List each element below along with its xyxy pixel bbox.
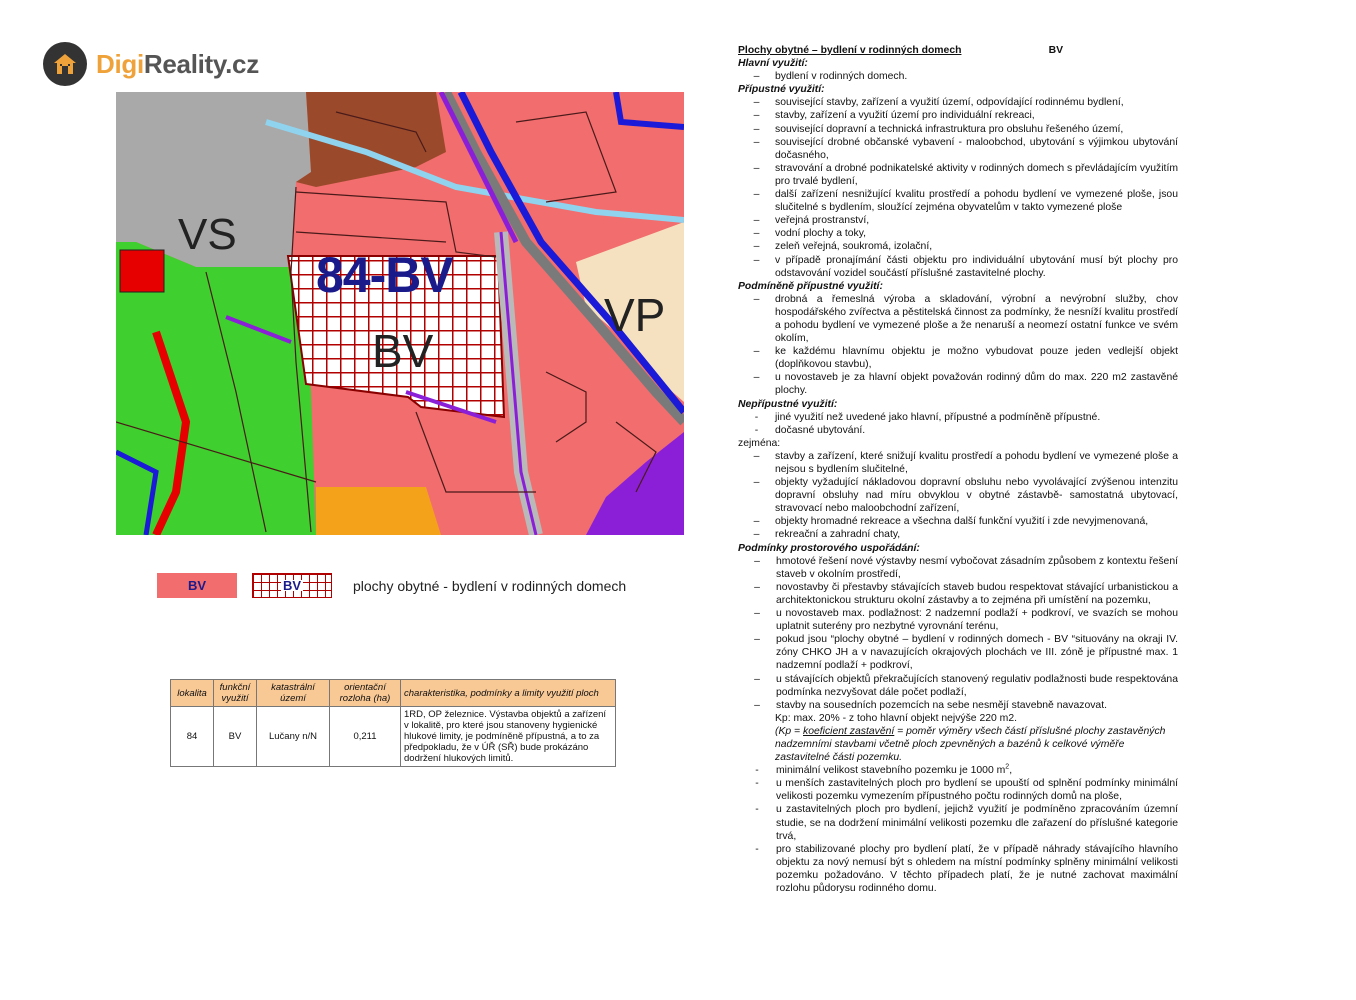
list-item: – u stávajících objektů překračujících stanovený regulativ podlažnosti bude respektována podmínka nezvyšovat dále počet podlaží, [754, 673, 1178, 698]
list-item: – rekreační a zahradní chaty, [738, 528, 1178, 541]
doc-code: BV [1048, 45, 1063, 56]
table-header-charakteristika: charakteristika, podmínky a limity využití ploch [401, 680, 616, 707]
list-item: – související dopravní a technická infrastruktura pro obsluhu řešeného území, [738, 123, 1178, 136]
list-item-text: u novostaveb max. podlažnost: 2 nadzemní podlaží + podkroví, ve svazích se mohou uplatnit suterény pro nezbytné vyrovnání terénu, [776, 608, 1178, 633]
legend-swatch-hatched-label: BV [282, 578, 302, 593]
cell-lokalita: 84 [171, 707, 214, 767]
list-item-text: stravování a drobné podnikatelské aktivity v rodinných domech s převládajícím využitím pro trvalé bydlení, [775, 162, 1178, 187]
legend-swatch-solid-label: BV [187, 578, 207, 593]
legend-swatch-solid [157, 573, 237, 598]
locality-table [170, 679, 616, 767]
list-item: – hmotové řešení nové výstavby nesmí vybočovat zásadním způsobem z kontextu řešení staveb v okolním prostředí, [754, 555, 1178, 580]
table-header-funkcni: funkční využití [214, 680, 257, 707]
doc-heading [738, 44, 1063, 57]
kp-definition-rest: = poměr výměry všech částí příslušné plochy zastavěných nadzemními stavbami včetně ploch zpevněných a bazénů k celkové výměře zastavitelné části pozemku. [775, 725, 1166, 764]
min-plot-size-end: , [1009, 765, 1013, 777]
list-item-text: stavby, zařízení a využití území pro individuální rekreaci, [775, 110, 1035, 122]
table-header-rozloha: orientační rozloha (ha) [330, 680, 401, 707]
kp-line: Kp: max. 20% - z toho hlavní objekt nejvýše 220 m2. [775, 712, 1017, 724]
section-title-podminene: Podmíněně přípustné využití: [738, 280, 883, 292]
list-item-text: související stavby, zařízení a využití území, odpovídající rodinnému bydlení, [775, 97, 1124, 109]
house-icon [43, 42, 87, 86]
cell-charakteristika: 1RD, OP železnice. Výstavba objektů a zařízení v lokalitě, pro které jsou stanoveny hygienické hlukové limity, je podmíněně přípustná, a to za předpokladu, že v ÚŘ (SŘ) bude prokázáno dodržení hlukových limitů. [401, 707, 616, 767]
list-item-text: pro stabilizované plochy pro bydlení platí, že v případě náhrady stávajícího hlavního objektu za nový nemusí být s ohledem na místní podmínky splněny minimální velikosti pozemku požadováno. V těchto případech platí, že je nutné zachovat maximální rozlohu půdorysu rodinného domu. [776, 843, 1178, 894]
kp-definition-term: koeficient zastavění [803, 725, 895, 737]
list-item: – stavby, zařízení a využití území pro individuální rekreaci, [738, 109, 1178, 122]
list-item-text: objekty hromadné rekreace a všechna další funkční využití i zde nevyjmenovaná, [775, 516, 1149, 528]
list-item-text: související drobné občanské vybavení - maloobchod, ubytování s výjimkou ubytování dočasného, [775, 136, 1178, 161]
cell-katastralni: Lučany n/N [257, 707, 330, 767]
list-item-text: zeleň veřejná, soukromá, izolační, [775, 241, 933, 253]
list-item: – stavby na sousedních pozemcích na sebe nesmějí stavebně navazovat. [738, 699, 1178, 712]
list-item: - jiné využití než uvedené jako hlavní, přípustné a podmíněně přípustné. [738, 411, 1178, 424]
list-item: - u menších zastavitelných ploch pro bydlení se upouští od splnění podmínky minimální velikosti pozemku vymezením přípustného počtu rodinných domů na ploše, [755, 778, 1178, 803]
list-item-text: veřejná prostranství, [775, 215, 870, 227]
legend-swatch-hatched [252, 573, 332, 598]
logo-text-digi: Digi [96, 48, 144, 79]
list-item-text: bydlení v rodinných domech. [775, 71, 908, 83]
list-item: – stavby a zařízení, které snižují kvalitu prostředí a pohodu bydlení ve vymezené ploše a nejsou s bydlením slučitelné, [753, 450, 1178, 475]
list-item-text: stavby a zařízení, které snižují kvalitu prostředí a pohodu bydlení ve vymezené ploše a nejsou s bydlením slučitelné, [775, 450, 1178, 475]
list-item-text: dočasné ubytování. [775, 424, 866, 436]
list-item: – související stavby, zařízení a využití území, odpovídající rodinnému bydlení, [738, 96, 1178, 109]
table-header-lokalita: lokalita [171, 680, 214, 707]
legend-text: plochy obytné - bydlení v rodinných domech [353, 577, 627, 594]
list-item: – objekty vyžadující nákladovou dopravní obsluhu nebo vyvolávající zvýšenou intenzitu dopravní obsluhy nad míru obvyklou v obytné zástavbě- samostatná ubytovací, stravovací nebo maloobchodní zařízení, [753, 477, 1178, 515]
kp-definition-start: (Kp = [775, 725, 804, 737]
table-header-katastralni: katastrální území [257, 680, 330, 707]
list-item-text: u menších zastavitelných ploch pro bydlení se upouští od splnění podmínky minimální velikosti pozemku vymezením přípustného počtu rodinných domů na ploše, [776, 778, 1178, 803]
kp-definition [738, 725, 1178, 764]
regulation-document [738, 44, 1178, 895]
list-item: – u novostaveb je za hlavní objekt považován rodinný dům do max. 220 m2 zastavěné plochy. [753, 372, 1178, 397]
list-item-text: vodní plochy a toky, [775, 228, 867, 240]
list-item: – objekty hromadné rekreace a všechna další funkční využití i zde nevyjmenovaná, [738, 515, 1178, 528]
list-item-text: stavby na sousedních pozemcích na sebe nesmějí stavebně navazovat. [776, 699, 1107, 711]
list-item: – v případě pronajímání části objektu pro individuální ubytování musí být plochy pro odstavování vozidel součástí příslušné zastavitelné plochy. [753, 254, 1178, 279]
cell-funkcni: BV [214, 707, 257, 767]
digireality-logo[interactable] [43, 41, 259, 87]
list-item-text: jiné využití než uvedené jako hlavní, přípustné a podmíněně přípustné. [775, 411, 1101, 423]
doc-title: Plochy obytné – bydlení v rodinných domech [738, 45, 962, 56]
list-item: – související drobné občanské vybavení - maloobchod, ubytování s výjimkou ubytování dočasného, [753, 136, 1178, 161]
list-item: – veřejná prostranství, [738, 214, 1178, 227]
list-item-text: pokud jsou “plochy obytné – bydlení v rodinných domech - BV “situovány na okraji IV. zóny CHKO JH a v navazujících okrajových plochách ve III. zóně je přípustné max. 1 nadzemní podlaží + podkroví, [776, 634, 1178, 672]
list-item: – další zařízení nesnižující kvalitu prostředí a pohodu bydlení ve vymezené ploše, jsou slučitelné s bydlením, sloužící zejména obyvatelům v takto vymezené ploše [753, 189, 1178, 214]
list-item-text: ke každému hlavnímu objektu je možno vybudovat pouze jeden vedlejší objekt (doplňkovou stavbu), [775, 346, 1178, 371]
zoning-map [116, 92, 684, 535]
section-title-hlavni: Hlavní využití: [738, 58, 808, 70]
list-item: - u zastavitelných ploch pro bydlení, jejichž využití je podmíněno zpracováním územní studie, se na dodržení minimální velikosti pozemku dle zařazení do příslušné kategorie trvá, [755, 804, 1178, 842]
list-item: – zeleň veřejná, soukromá, izolační, [738, 240, 1178, 253]
list-item: – bydlení v rodinných domech. [738, 70, 1178, 83]
list-item-text: hmotové řešení nové výstavby nesmí vybočovat zásadním způsobem z kontextu řešení staveb v okolním prostředí, [776, 555, 1178, 580]
list-item: - pro stabilizované plochy pro bydlení platí, že v případě náhrady stávajícího hlavního objektu za nový nemusí být s ohledem na místní podmínky splněny minimální velikosti pozemku požadováno. V těchto případech platí, že je nutné zachovat maximální rozlohu půdorysu rodinného domu. [755, 843, 1178, 894]
table-header-row [171, 680, 616, 707]
list-item-text: rekreační a zahradní chaty, [775, 529, 901, 541]
map-label-vp: VP [604, 289, 666, 341]
section-title-prostorove: Podmínky prostorového uspořádání: [738, 542, 920, 554]
list-item-text: novostavby či přestavby stávajících staveb budou respektovat stávající urbanistickou a architektonickou strukturu okolní zástavby a to zejména při umístění na pozemku, [776, 581, 1178, 606]
list-item: - dočasné ubytování. [738, 424, 1178, 437]
map-legend [157, 573, 626, 598]
list-item-text: v případě pronajímání části objektu pro individuální ubytování musí být plochy pro odstavování vozidel součástí příslušné zastavitelné plochy. [775, 254, 1178, 279]
logo-text [96, 49, 259, 80]
list-item-text: u novostaveb je za hlavní objekt považován rodinný dům do max. 220 m2 zastavěné plochy. [775, 372, 1178, 397]
zoning-map-graphic [116, 92, 684, 535]
list-item-text: související dopravní a technická infrastruktura pro obsluhu řešeného území, [775, 123, 1124, 135]
section-note-zejmena: zejména: [738, 437, 781, 449]
map-label-bv: BV [372, 325, 434, 377]
map-label-vs: VS [178, 210, 237, 259]
min-plot-size-text: minimální velikost stavebního pozemku je 1000 m [776, 765, 1006, 777]
min-plot-size-sup: 2 [1005, 763, 1010, 771]
list-item-text: u zastavitelných ploch pro bydlení, jejichž využití je podmíněno zpracováním územní studie, se na dodržení minimální velikosti pozemku dle zařazení do příslušné kategorie trvá, [776, 804, 1178, 842]
list-item: – vodní plochy a toky, [738, 227, 1178, 240]
list-item: – drobná a řemeslná výroba a skladování, výrobní a nevýrobní služby, chov hospodářského zvířectva a pěstitelská činnost za podmínky, že nesníží kvalitu prostředí a pohodu bydlení ve vymezené ploše a že nenaruší a neomezí ostatní funkce ve svém okolím, [753, 293, 1178, 345]
table-row [171, 707, 616, 767]
logo-text-reality: Reality.cz [143, 48, 259, 79]
list-item-text [776, 764, 1178, 777]
list-item: – pokud jsou “plochy obytné – bydlení v rodinných domech - BV “situovány na okraji IV. zóny CHKO JH a v navazujících okrajových plochách ve III. zóně je přípustné max. 1 nadzemní podlaží + podkroví, [754, 634, 1178, 672]
cell-rozloha: 0,211 [330, 707, 401, 767]
list-item: – ke každému hlavnímu objektu je možno vybudovat pouze jeden vedlejší objekt (doplňkovou stavbu), [753, 346, 1178, 371]
section-title-pripustne: Přípustné využití: [738, 84, 825, 96]
list-item-text: objekty vyžadující nákladovou dopravní obsluhu nebo vyvolávající zvýšenou intenzitu dopravní obsluhy nad míru obvyklou v obytné zástavbě- samostatná ubytovací, stravovací nebo maloobchodní zařízení, [775, 477, 1178, 515]
list-item-text: další zařízení nesnižující kvalitu prostředí a pohodu bydlení ve vymezené ploše, jsou slučitelné s bydlením, sloužící zejména obyvatelům v takto vymezené ploše [775, 189, 1178, 214]
map-label-plot-84-bv: 84-BV [316, 247, 453, 303]
list-item: – u novostaveb max. podlažnost: 2 nadzemní podlaží + podkroví, ve svazích se mohou uplatnit suterény pro nezbytné vyrovnání terénu, [754, 608, 1178, 633]
section-title-nepripustne: Nepřípustné využití: [738, 398, 838, 410]
list-item: – stravování a drobné podnikatelské aktivity v rodinných domech s převládajícím využitím pro trvalé bydlení, [753, 162, 1178, 187]
list-item-text: drobná a řemeslná výroba a skladování, výrobní a nevýrobní služby, chov hospodářského zvířectva a pěstitelská činnost za podmínky, že nesníží kvalitu prostředí a pohodu bydlení ve vymezené ploše a že nenaruší a neomezí ostatní funkce ve svém okolím, [775, 293, 1178, 345]
list-item-text: u stávajících objektů překračujících stanovený regulativ podlažnosti bude respektována podmínka nezvyšovat dále počet podlaží, [776, 673, 1178, 698]
list-item: - minimální velikost stavebního pozemku je 1000 $m^2$, [738, 764, 1178, 777]
list-item: – novostavby či přestavby stávajících staveb budou respektovat stávající urbanistickou a architektonickou strukturu okolní zástavby a to zejména při umístění na pozemku, [754, 581, 1178, 606]
